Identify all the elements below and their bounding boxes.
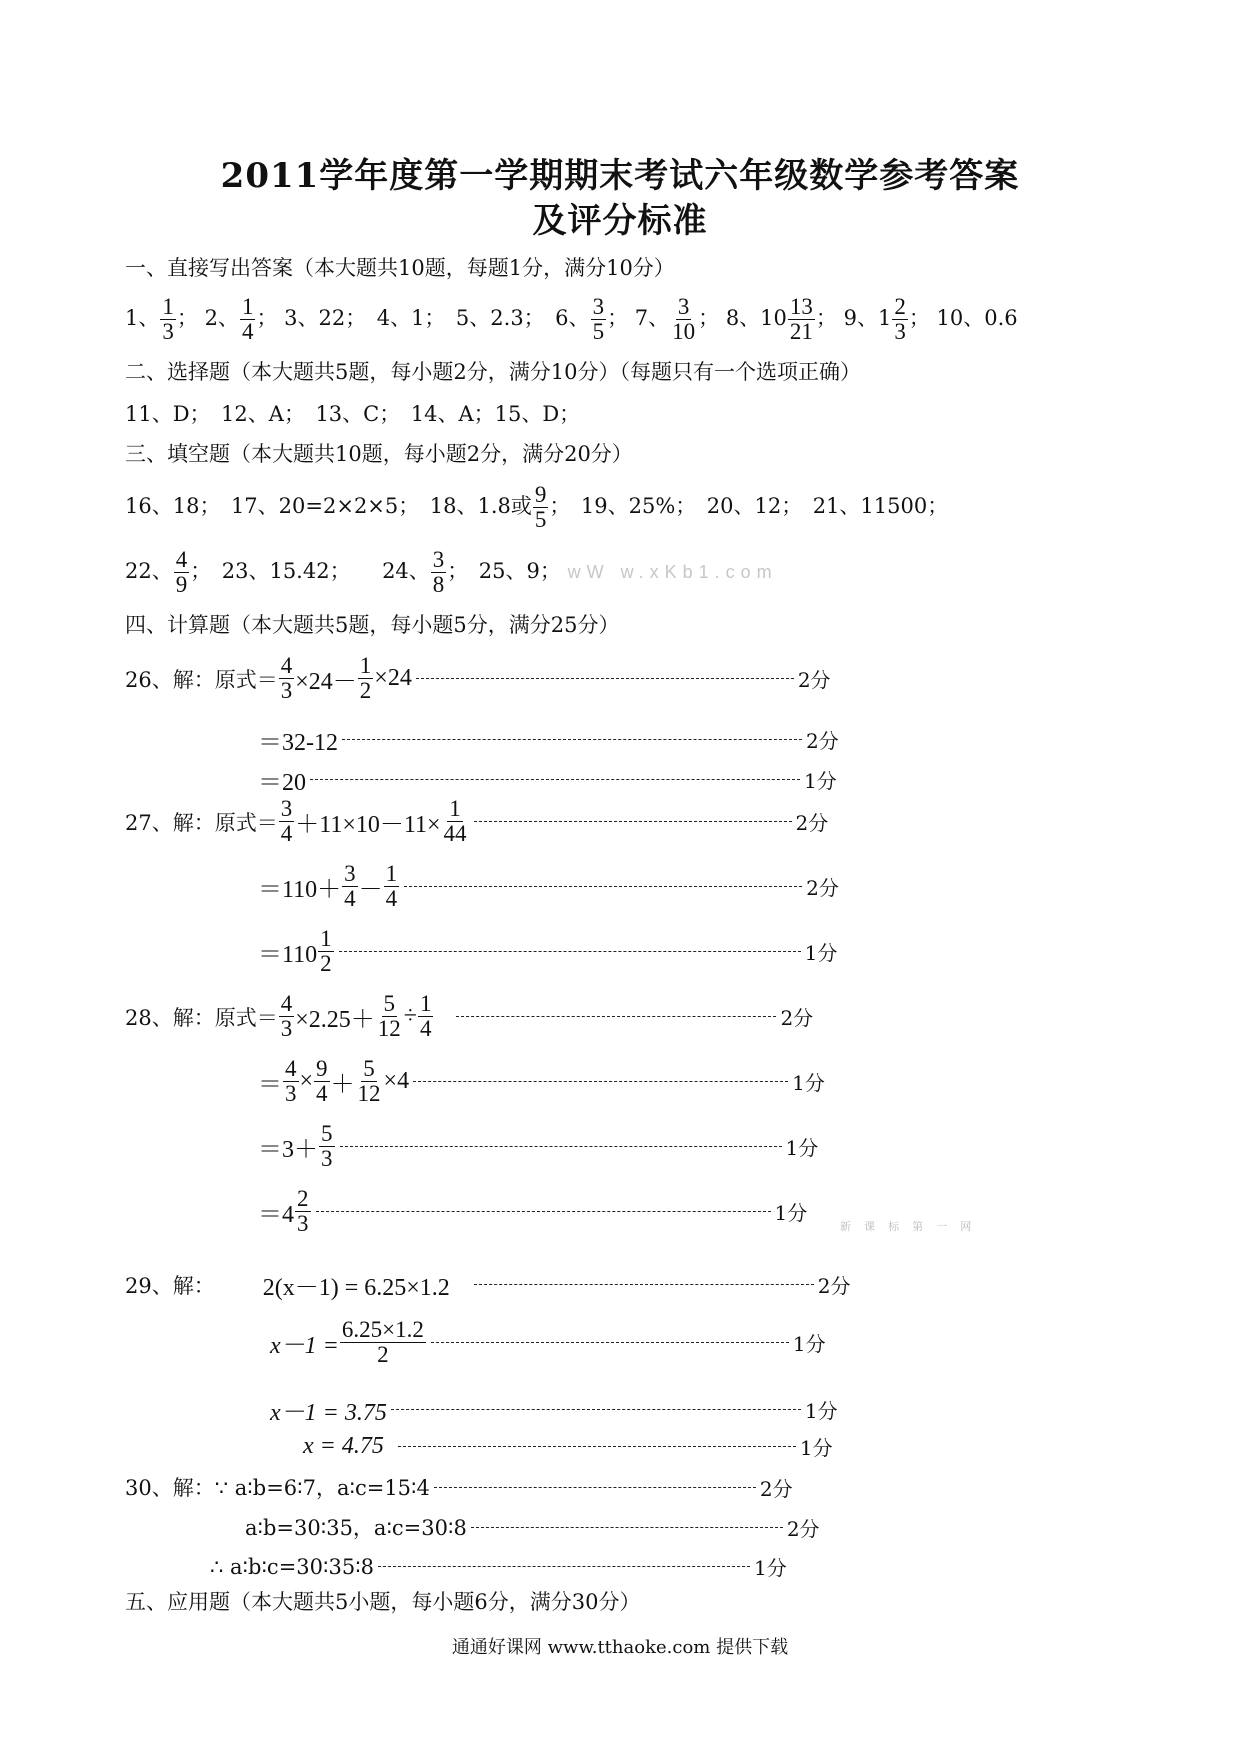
dash-leader	[431, 1342, 789, 1343]
score: 1分	[792, 1332, 826, 1357]
fraction: $\frac{1}{4}$	[241, 294, 254, 345]
q29-step2: x－1 = $\frac{6.25\times 1.2}{2}$ 1分	[270, 1317, 826, 1368]
section1-answers: 1、 $\frac{1}{3}$ ； 2、 $\frac{1}{4}$ ； 3、22； 4、1； 5、2.3； 6、 $\frac{3}{5}$ ； 7、 $\frac{3}{10}$ ； 8、10 $\frac{13}{21}$ ； 9、1 $\frac{2}{3}$ ； 10、0.6	[125, 294, 1018, 345]
score: 1分	[774, 1201, 808, 1226]
answer-text: 9、1	[843, 306, 892, 331]
q27-step1: 27、解：原式＝ $\frac{3}{4}$ ＋11×10－11× $\frac{1}{44}$ 2分	[125, 796, 829, 847]
fraction: $\frac{3}{4}$	[344, 861, 356, 912]
fraction: $\frac{1}{3}$	[162, 294, 174, 345]
answer-text: 1、	[125, 306, 160, 331]
q30-step1: 30、解： ∵ a∶b=6∶7，a∶c=15∶4 2分	[125, 1472, 793, 1502]
fraction: $\frac{6.25\times 1.2}{2}$	[341, 1317, 424, 1368]
fraction: $\frac{5}{12}$	[377, 991, 401, 1042]
dash-leader	[434, 1487, 756, 1488]
score: 2分	[817, 1274, 851, 1298]
fraction: $\frac{2}{3}$	[894, 294, 906, 345]
fraction: $\frac{1}{44}$	[443, 796, 467, 847]
q26-step2: ＝32-12 2分	[258, 722, 839, 757]
score: 2分	[806, 729, 839, 753]
answer-text: 7、	[634, 306, 670, 331]
q28-step3: ＝3＋ $\frac{5}{3}$ 1分	[258, 1121, 819, 1172]
dash-leader	[378, 1566, 750, 1567]
fraction: $\frac{1}{4}$	[385, 861, 398, 912]
section2-answers: 11、D； 12、A； 13、C； 14、A；15、D；	[125, 402, 581, 426]
score: 2分	[786, 1516, 820, 1541]
q29-step3: x－1 = 3.75 1分	[270, 1392, 838, 1427]
dash-leader	[474, 821, 792, 822]
q27-step3: ＝110 $\frac{1}{2}$ 1分	[258, 926, 838, 977]
score: 1分	[792, 1071, 825, 1096]
score: 2分	[780, 1006, 814, 1031]
dash-leader	[413, 1081, 788, 1082]
page-title: 2011学年度第一学期期末考试六年级数学参考答案	[220, 156, 1020, 196]
dash-leader	[340, 1146, 782, 1147]
fraction: $\frac{5}{3}$	[321, 1121, 333, 1172]
page-subtitle: 及评分标准	[532, 201, 708, 241]
section4-heading: 四、计算题（本大题共5题，每小题5分，满分25分）	[125, 613, 620, 637]
q28-step4: ＝4 $\frac{2}{3}$ 1分	[258, 1186, 808, 1237]
fraction: $\frac{4}{3}$	[280, 991, 293, 1042]
score: 2分	[795, 811, 829, 836]
section3-heading: 三、填空题（本大题共10题，每小题2分，满分20分）	[125, 442, 633, 466]
answer-text: 3、22； 4、1； 5、2.3； 6、	[284, 306, 590, 331]
fraction: $\frac{3}{8}$	[432, 547, 445, 598]
answer-text: 10、0.6	[936, 306, 1018, 331]
section5-heading: 五、应用题（本大题共5小题，每小题6分，满分30分）	[125, 1590, 641, 1614]
section3-answers-line1: 16、18； 17、20=2×2×5； 18、1.8或 $\frac{9}{5}$ ； 19、25%； 20、12； 21、11500；	[125, 482, 949, 533]
q29-step1: 29、解： 2(x－1) = 6.25×1.2 2分	[125, 1267, 851, 1302]
fraction: $\frac{9}{4}$	[316, 1056, 328, 1107]
dash-leader	[456, 1016, 776, 1017]
fraction: $\frac{1}{4}$	[419, 991, 432, 1042]
section2-heading: 二、选择题（本大题共5题，每小题2分，满分10分）（每题只有一个选项正确）	[125, 360, 861, 384]
fraction: $\frac{4}{3}$	[285, 1056, 297, 1107]
fraction: $\frac{4}{3}$	[280, 653, 293, 704]
fraction: $\frac{3}{4}$	[280, 796, 293, 847]
q27-step2: ＝110＋ $\frac{3}{4}$ － $\frac{1}{4}$ 2分	[258, 861, 839, 912]
score: 1分	[804, 769, 837, 793]
dash-leader	[339, 951, 801, 952]
dash-leader	[310, 779, 800, 780]
dash-leader	[398, 1446, 796, 1447]
q30-step3: ∴ a∶b∶c=30∶35∶8 1分	[210, 1552, 787, 1581]
q30-step2: a∶b=30∶35，a∶c=30∶8 2分	[245, 1512, 820, 1542]
fraction: $\frac{1}{2}$	[320, 926, 332, 977]
dash-leader	[404, 886, 802, 887]
score: 1分	[804, 1399, 838, 1423]
q26-step3: ＝20 1分	[258, 762, 837, 797]
q28-step2: ＝ $\frac{4}{3}$ × $\frac{9}{4}$ ＋ $\frac{5}{12}$ ×4 1分	[258, 1056, 825, 1107]
fraction: $\frac{9}{5}$	[534, 482, 547, 533]
score: 2分	[797, 668, 831, 693]
q29-step4: x = 4.75 1分	[303, 1433, 833, 1460]
score: 1分	[754, 1556, 787, 1580]
score: 2分	[759, 1476, 793, 1501]
q26-step1: 26、解：原式＝ $\frac{4}{3}$ ×24－ $\frac{1}{2}$ ×24 2分	[125, 653, 831, 704]
side-watermark: 新 课 标 第 一 网	[840, 1221, 977, 1233]
section3-answers-line2: 22、 $\frac{4}{9}$ ； 23、15.42； 24、 $\frac{3}{8}$ ； 25、9； wW w.xKb1.com	[125, 547, 778, 598]
fraction: $\frac{1}{2}$	[359, 653, 372, 704]
watermark-text: wW w.xKb1.com	[567, 562, 778, 583]
score: 1分	[799, 1436, 833, 1460]
fraction: $\frac{4}{9}$	[175, 547, 188, 598]
score: 1分	[785, 1136, 819, 1161]
dash-leader	[474, 1284, 814, 1285]
fraction: $\frac{3}{5}$	[592, 294, 605, 345]
dash-leader	[342, 739, 802, 740]
score: 2分	[806, 876, 839, 901]
dash-leader	[471, 1527, 783, 1528]
score: 1分	[804, 941, 838, 966]
dash-leader	[316, 1211, 771, 1212]
fraction: $\frac{13}{21}$	[789, 294, 813, 345]
page-footer: 通通好课网 www.tthaoke.com 提供下载	[451, 1637, 789, 1658]
section1-heading: 一、直接写出答案（本大题共10题，每题1分，满分10分）	[125, 256, 675, 280]
fraction: $\frac{5}{12}$	[357, 1056, 381, 1107]
answer-text: 2、	[204, 306, 239, 331]
answer-text: 8、10	[725, 306, 787, 331]
dash-leader	[416, 678, 794, 679]
q28-step1: 28、解：原式＝ $\frac{4}{3}$ ×2.25＋ $\frac{5}{12}$ ÷ $\frac{1}{4}$ 2分	[125, 991, 814, 1042]
dash-leader	[391, 1409, 801, 1410]
fraction: $\frac{2}{3}$	[297, 1186, 309, 1237]
fraction: $\frac{3}{10}$	[672, 294, 696, 345]
